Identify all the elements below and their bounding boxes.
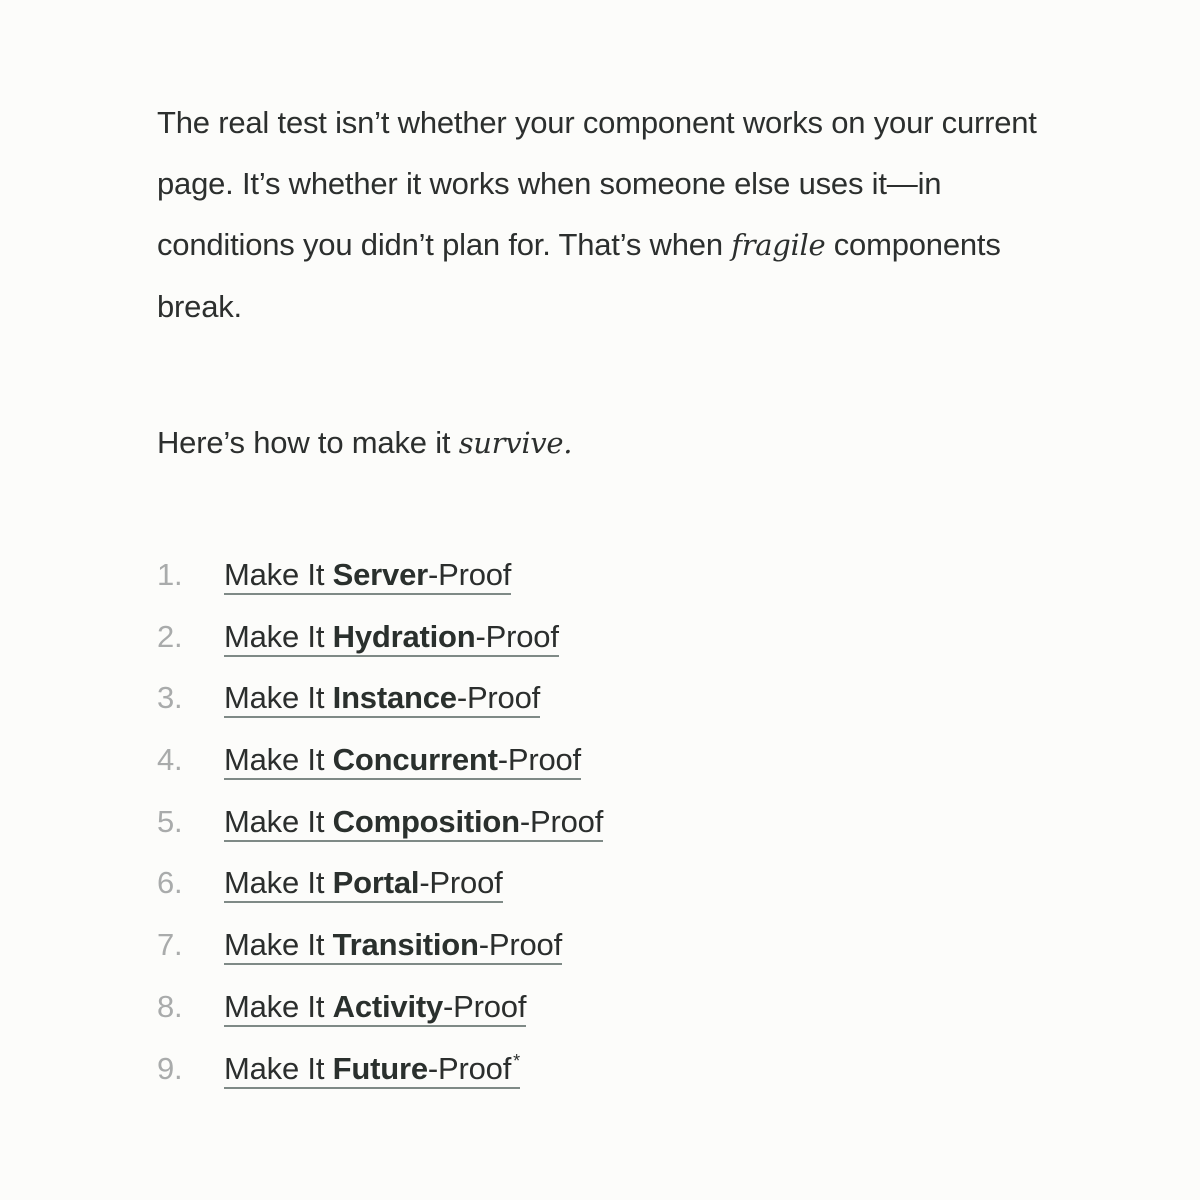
toc-link-server[interactable] <box>224 558 511 595</box>
toc-link-prefix: Make It <box>224 618 333 654</box>
toc-number: 1. <box>157 557 183 592</box>
toc-link-future[interactable] <box>224 1052 520 1089</box>
toc-item-activity <box>157 976 603 1038</box>
toc-link-suffix: -Proof <box>475 618 559 654</box>
table-of-contents <box>157 544 603 1099</box>
toc-link-keyword: Instance <box>332 680 457 716</box>
toc-link-suffix: -Proof <box>497 742 581 778</box>
toc-link-prefix: Make It <box>224 557 333 592</box>
toc-item-composition <box>157 791 603 853</box>
toc-item-portal <box>157 852 603 914</box>
toc-link-portal[interactable] <box>224 866 503 903</box>
intro-paragraph <box>157 92 1057 337</box>
hook-emphasis: survive. <box>458 426 573 460</box>
toc-link-suffix: -Proof <box>419 865 503 901</box>
toc-link-suffix: -Proof <box>443 988 527 1024</box>
intro-emphasis: fragile <box>731 228 826 262</box>
toc-item-future <box>157 1038 603 1100</box>
toc-link-composition[interactable] <box>224 805 603 842</box>
toc-link-activity[interactable] <box>224 990 526 1027</box>
hook-paragraph <box>157 412 572 474</box>
intro-text-end: components break. <box>157 227 1001 324</box>
toc-item-transition <box>157 914 603 976</box>
toc-link-prefix: Make It <box>224 927 333 963</box>
toc-number: 9. <box>157 1050 183 1086</box>
toc-link-keyword: Composition <box>332 803 520 839</box>
toc-link-instance[interactable] <box>224 681 540 718</box>
toc-number: 8. <box>157 988 183 1024</box>
toc-link-prefix: Make It <box>224 680 333 716</box>
toc-link-keyword: Activity <box>332 988 444 1024</box>
toc-link-prefix: Make It <box>224 803 333 839</box>
toc-number: 5. <box>157 803 183 839</box>
toc-link-keyword: Server <box>332 557 428 592</box>
toc-number: 2. <box>157 618 183 654</box>
toc-number: 3. <box>157 680 183 716</box>
toc-link-prefix: Make It <box>224 1050 333 1086</box>
toc-link-keyword: Future <box>332 1050 428 1086</box>
article-body <box>157 92 1057 1086</box>
toc-item-concurrent <box>157 729 603 791</box>
toc-link-keyword: Transition <box>332 927 479 963</box>
hook-text: Here’s how to make it <box>157 425 459 460</box>
toc-link-suffix: -Proof <box>456 680 541 716</box>
toc-link-prefix: Make It <box>224 865 333 901</box>
toc-link-keyword: Concurrent <box>332 742 498 778</box>
toc-link-keyword: Portal <box>332 865 420 901</box>
toc-link-prefix: Make It <box>224 988 333 1024</box>
toc-link-hydration[interactable] <box>224 620 559 657</box>
toc-number: 7. <box>157 927 183 963</box>
footnote-asterisk: * <box>513 1051 520 1072</box>
toc-link-concurrent[interactable] <box>224 743 581 780</box>
toc-link-transition[interactable] <box>224 928 562 965</box>
toc-link-suffix: -Proof <box>427 1050 512 1086</box>
toc-link-suffix: -Proof <box>478 927 563 963</box>
toc-item-instance <box>157 667 603 729</box>
intro-text-start: The real test isn’t whether your component works on your current page. It’s whether it works when someone else uses it—in conditions you didn’t plan for. That’s when <box>157 105 1037 262</box>
toc-number: 4. <box>157 742 183 778</box>
toc-link-prefix: Make It <box>224 742 333 778</box>
toc-link-suffix: -Proof <box>519 803 604 839</box>
toc-link-suffix: -Proof <box>427 557 512 592</box>
toc-item-hydration <box>157 606 603 668</box>
toc-link-keyword: Hydration <box>332 618 476 654</box>
toc-item-server <box>157 544 603 606</box>
toc-number: 6. <box>157 865 183 901</box>
